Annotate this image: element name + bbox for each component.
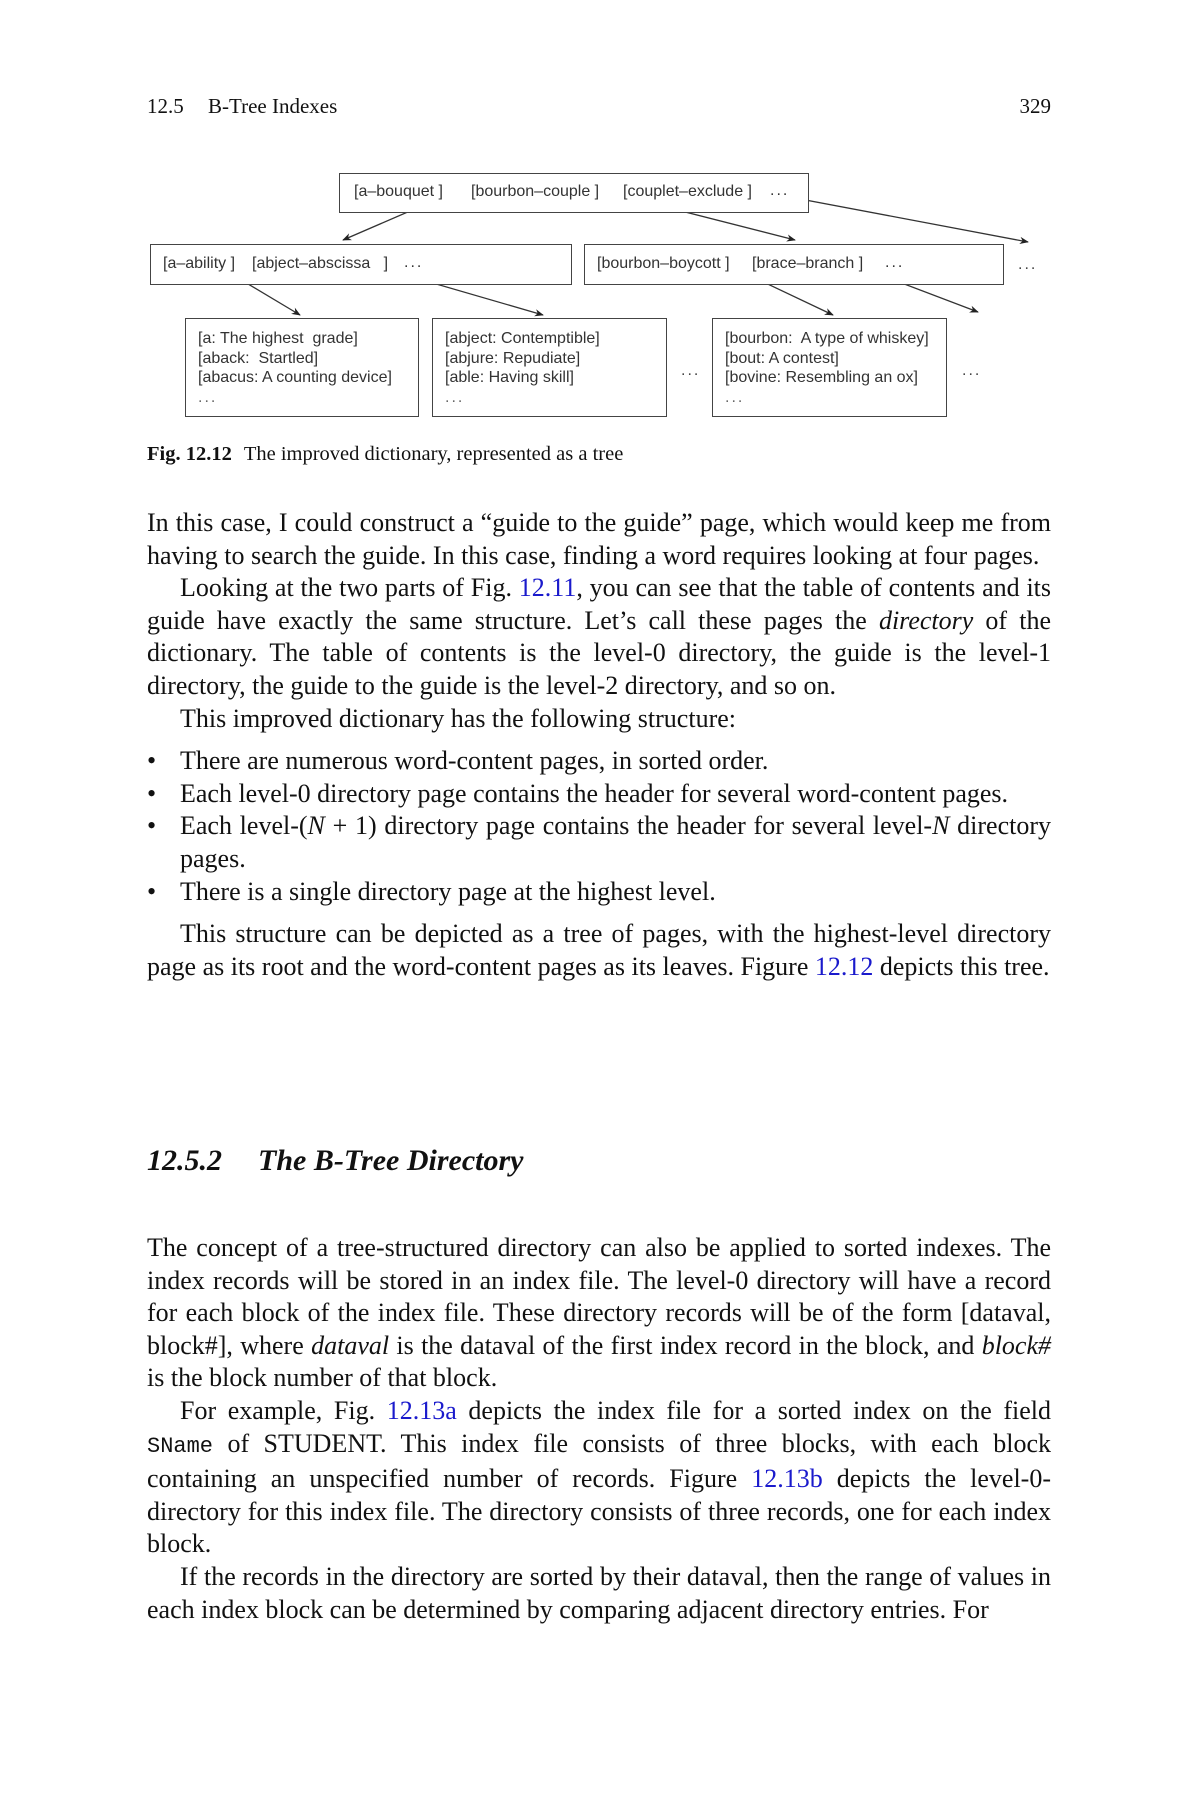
text-run: + 1) directory page contains the header for several level- [324, 811, 933, 841]
section-number: 12.5.2 [147, 1144, 222, 1177]
bullet-icon: • [147, 746, 157, 776]
section-heading [147, 1144, 523, 1178]
level1-entry: [abject–abscissa ] [252, 255, 389, 272]
body-text-intro [147, 507, 1051, 983]
text-run: depicts this tree. [873, 951, 1050, 981]
paragraph: In this case, I could construct a “guide to the guide” page, which would keep me from having to search the guide. In this case, finding a word requires looking at four pages. [147, 508, 1051, 570]
leaf-entry: [bout: A contest] [725, 349, 839, 367]
paragraph [147, 918, 1051, 983]
text-run: , you can see that the table of contents and its guide have exactly the same structure. Let’s call these pages the [147, 573, 1052, 635]
leaf-entry: [abacus: A counting device] [198, 369, 392, 386]
leaf-page-3 [712, 318, 947, 417]
section-title: The B-Tree Directory [258, 1144, 524, 1177]
level1-ellipsis: ... [404, 254, 424, 271]
text-run: This structure can be depicted as a tree of pages, with the highest-level directory page as its root and the word-content pages as its leaves. Figure [147, 919, 1051, 981]
page-number: 329 [1019, 94, 1051, 118]
math-var-n: N [932, 811, 950, 841]
leaf-entry: [a: The highest grade] [198, 330, 358, 347]
leaf-page-1 [185, 318, 419, 417]
emphasis-dataval: dataval [311, 1330, 390, 1360]
level1-entry: [bourbon–boycott ] [597, 255, 730, 272]
code-field-sname: SName [147, 1433, 214, 1459]
text-run: directory pages. [180, 811, 1051, 873]
text-run: depicts the level-0-directory for this index file. The directory consists of three records, one for each index block. [147, 1464, 1051, 1559]
bullet-text: There is a single directory page at the highest level. [180, 876, 716, 906]
text-run: The concept of a tree-structured directory can also be applied to sorted indexes. The index records will be stored in an index file. The level-0 directory will have a record for each block of the index file. These directory records will be of the form [dataval, block#], where [147, 1233, 1051, 1360]
math-var-n: N [307, 811, 325, 841]
text-run: Each level-( [180, 811, 308, 841]
leaf-ellipsis: ... [725, 388, 745, 406]
level1-trailing-ellipsis: ... [1018, 256, 1038, 273]
figure-tree-diagram [0, 0, 1187, 440]
running-head-section-title: B-Tree Indexes [208, 94, 338, 118]
level1-ellipsis: ... [885, 254, 905, 271]
leaf-ellipsis: ... [445, 388, 465, 406]
text-run: Looking at the two parts of Fig. [180, 573, 519, 603]
figure-link-12-12[interactable]: 12.12 [814, 951, 874, 981]
running-head-section-number: 12.5 [147, 94, 184, 118]
bullet-text: There are numerous word-content pages, in sorted order. [180, 746, 769, 776]
bullet-item [147, 745, 1051, 778]
level1-entry: [a–ability ] [163, 255, 236, 272]
text-run: For example, Fig. [180, 1395, 387, 1425]
leaf-entry: [abject: Contemptible] [445, 330, 600, 347]
leaf-ellipsis: ... [198, 388, 218, 406]
figure-link-12-11[interactable]: 12.11 [518, 573, 577, 603]
paragraph: This improved dictionary has the following structure: [180, 703, 736, 733]
leaf-entry: [abjure: Repudiate] [445, 349, 581, 367]
root-entry: [bourbon–couple ] [471, 183, 600, 200]
figure-caption-text: The improved dictionary, represented as a tree [243, 443, 624, 465]
level1-directory-node-right [584, 244, 1004, 285]
paragraph [147, 572, 1051, 702]
bullet-item [147, 810, 1051, 875]
bullet-icon: • [147, 778, 157, 808]
leaf-entry: [able: Having skill] [445, 369, 574, 386]
root-entry: [a–bouquet ] [354, 183, 443, 200]
bullet-item [147, 778, 1051, 811]
text-run: is the block number of that block. [147, 1363, 498, 1393]
figure-caption [147, 443, 623, 466]
bullet-icon: • [147, 811, 157, 841]
leaf-trailing-ellipsis: ... [962, 362, 982, 379]
bullet-item [147, 876, 1051, 909]
bullet-icon: • [147, 876, 157, 906]
leaf-page-2 [432, 318, 667, 417]
bullet-text: Each level-0 directory page contains the header for several word-content pages. [180, 778, 1009, 808]
level1-entry: [brace–branch ] [752, 255, 864, 272]
root-ellipsis: ... [770, 182, 790, 199]
level1-directory-node-left [150, 244, 572, 285]
figure-link-12-13b[interactable]: 12.13b [751, 1464, 823, 1494]
leaf-gap-ellipsis: ... [681, 362, 701, 379]
emphasis-block-number: block# [981, 1330, 1052, 1360]
paragraph [147, 1395, 1051, 1561]
leaf-entry: [bovine: Resembling an ox] [725, 369, 918, 386]
body-text-section [147, 1232, 1051, 1626]
text-run: of the dictionary. The table of contents is the level-0 directory, the guide is the level-1 directory, the guide to the guide is the level-2 directory, and so on. [147, 605, 1051, 700]
figure-label: Fig. 12.12 [147, 443, 232, 465]
root-directory-node [339, 173, 809, 213]
text-run: of STUDENT. This index file consists of three blocks, with each block containing an unspecified number of records. Figure [147, 1428, 1051, 1494]
leaf-entry: [bourbon: A type of whiskey] [725, 330, 929, 347]
paragraph [147, 1232, 1051, 1395]
paragraph: If the records in the directory are sorted by their dataval, then the range of values in each index block can be determined by comparing adjacent directory entries. For [147, 1561, 1051, 1624]
leaf-entry: [aback: Startled] [198, 349, 319, 367]
emphasis-directory: directory [878, 605, 974, 635]
figure-link-12-13a[interactable]: 12.13a [386, 1395, 457, 1425]
text-run: is the dataval of the first index record in the block, and [389, 1330, 982, 1360]
root-entry: [couplet–exclude ] [623, 183, 752, 200]
text-run: depicts the index file for a sorted index on the field [456, 1395, 1051, 1425]
structure-bullet-list [147, 745, 1051, 908]
